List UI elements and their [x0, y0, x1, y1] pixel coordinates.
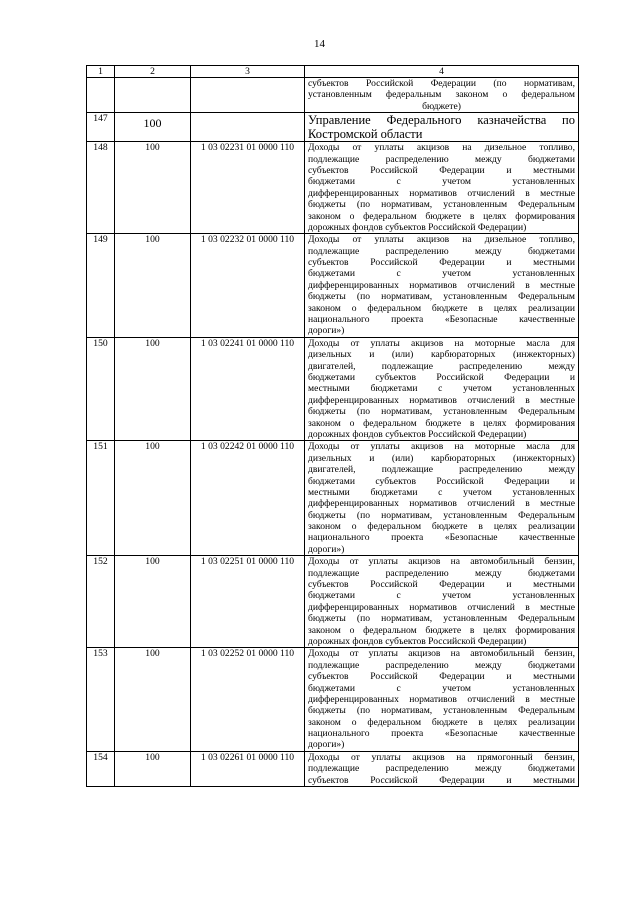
description-line: законом о федеральном бюджете в целях реализации: [308, 716, 575, 728]
description-line: дорожных фондов субъектов Российской Федерации): [308, 635, 527, 647]
revenue-description: [305, 337, 579, 441]
revenue-description: [305, 648, 579, 752]
row-number: 152: [87, 556, 115, 648]
admin-code: 100: [143, 116, 162, 131]
admin-code-cell: [115, 751, 191, 786]
continuation-line: установленным федеральным законом о федеральном: [308, 89, 575, 101]
description-line: национального проекта «Безопасные качественные: [308, 314, 575, 326]
description-line: субъектов Российской Федерации и местными: [308, 671, 575, 683]
continuation-col2-cell: [115, 78, 191, 113]
description-line: бюджеты (по нормативам, установленным Федеральным: [308, 291, 575, 303]
table-row: [87, 648, 579, 752]
description-line: подлежащие распределению между бюджетами: [308, 567, 575, 579]
description-line: подлежащие распределению между бюджетами: [308, 659, 575, 671]
description-line: дорожных фондов субъектов Российской Федерации): [308, 221, 527, 233]
table-row: [87, 751, 579, 786]
admin-code: 100: [145, 648, 160, 660]
admin-code-cell: [115, 556, 191, 648]
description-line: дизельных и (или) карбюраторных (инжекторных): [308, 452, 575, 464]
description-line: Доходы от уплаты акцизов на прямогонный бензин,: [308, 751, 575, 763]
description-line: бюджеты (по нормативам, установленным Федеральным: [308, 509, 575, 521]
column-number-row: [87, 66, 579, 78]
continuation-text-cell: [305, 78, 579, 113]
description-line: дифференцированных нормативов отчислений в местные: [308, 279, 575, 291]
description-line: Доходы от уплаты акцизов на автомобильный бензин,: [308, 648, 575, 660]
admin-code-cell: [115, 113, 191, 142]
admin-code: 100: [145, 751, 160, 763]
revenue-description: [305, 113, 579, 142]
description-line: бюджеты (по нормативам, установленным Федеральным: [308, 613, 575, 625]
revenue-description: [305, 751, 579, 786]
description-line: законом о федеральном бюджете в целях реализации: [308, 521, 575, 533]
description-line: дороги»): [308, 325, 345, 337]
row-number: 147: [87, 113, 115, 142]
continuation-code-cell: [191, 78, 305, 113]
table-row: [87, 556, 579, 648]
revenue-code: 1 03 02252 01 0000 110: [191, 648, 305, 752]
description-line: бюджеты (по нормативам, установленным Федеральным: [308, 406, 575, 418]
row-number: 153: [87, 648, 115, 752]
admin-code-cell: [115, 441, 191, 556]
admin-code: 100: [145, 441, 160, 453]
revenue-code: 1 03 02232 01 0000 110: [191, 234, 305, 338]
admin-code-cell: [115, 648, 191, 752]
description-line: национального проекта «Безопасные качественные: [308, 728, 575, 740]
revenue-code: 1 03 02251 01 0000 110: [191, 556, 305, 648]
row-number: 151: [87, 441, 115, 556]
continuation-num-cell: [87, 78, 115, 113]
row-number: 150: [87, 337, 115, 441]
description-line: законом о федеральном бюджете в целях формирования: [308, 624, 575, 636]
row-number: 148: [87, 142, 115, 234]
description-line: Доходы от уплаты акцизов на моторные масла для: [308, 337, 575, 349]
description-line: двигателей, подлежащие распределению между: [308, 464, 575, 476]
admin-code: 100: [145, 142, 160, 154]
description-line: Доходы от уплаты акцизов на дизельное топливо,: [308, 234, 575, 246]
revenue-table: [86, 65, 579, 787]
description-line: национального проекта «Безопасные качественные: [308, 532, 575, 544]
description-line: дороги»): [308, 543, 345, 555]
description-line: субъектов Российской Федерации и местными: [308, 774, 575, 786]
continuation-row: [87, 78, 579, 113]
description-line: дифференцированных нормативов отчислений в местные: [308, 498, 575, 510]
continuation-line: бюджете): [422, 100, 461, 112]
admin-code-cell: [115, 142, 191, 234]
description-line: бюджеты (по нормативам, установленным Федеральным: [308, 705, 575, 717]
page-number: 14: [314, 38, 325, 50]
column-number-2: 2: [115, 66, 191, 78]
description-line: бюджетами с учетом установленных: [308, 682, 575, 694]
description-line: бюджетами субъектов Российской Федерации и: [308, 475, 575, 487]
description-line: Доходы от уплаты акцизов на моторные масла для: [308, 441, 575, 453]
description-line: законом о федеральном бюджете в целях формирования: [308, 210, 575, 222]
revenue-code: 1 03 02231 01 0000 110: [191, 142, 305, 234]
description-line: Доходы от уплаты акцизов на дизельное топливо,: [308, 142, 575, 154]
admin-code-cell: [115, 234, 191, 338]
description-line: Управление Федерального казначейства по: [308, 113, 575, 128]
description-line: Костромской области: [308, 127, 423, 142]
revenue-description: [305, 142, 579, 234]
description-line: подлежащие распределению между бюджетами: [308, 245, 575, 257]
description-line: субъектов Российской Федерации и местными: [308, 257, 575, 269]
description-line: дифференцированных нормативов отчислений в местные: [308, 394, 575, 406]
table-row: [87, 337, 579, 441]
description-line: двигателей, подлежащие распределению между: [308, 360, 575, 372]
description-line: бюджетами субъектов Российской Федерации и: [308, 371, 575, 383]
description-line: бюджеты (по нормативам, установленным Федеральным: [308, 199, 575, 211]
table-row: [87, 142, 579, 234]
column-number-3: 3: [191, 66, 305, 78]
description-line: дизельных и (или) карбюраторных (инжекторных): [308, 349, 575, 361]
description-line: местными бюджетами с учетом установленных: [308, 383, 575, 395]
table-row: [87, 441, 579, 556]
admin-code-cell: [115, 337, 191, 441]
table-row: [87, 113, 579, 142]
description-line: дорожных фондов субъектов Российской Федерации): [308, 428, 527, 440]
admin-code: 100: [145, 556, 160, 568]
revenue-code: 1 03 02241 01 0000 110: [191, 337, 305, 441]
description-line: субъектов Российской Федерации и местными: [308, 579, 575, 591]
table-row: [87, 234, 579, 338]
description-line: бюджетами с учетом установленных: [308, 176, 575, 188]
admin-code: 100: [145, 234, 160, 246]
description-line: субъектов Российской Федерации и местными: [308, 164, 575, 176]
description-line: дороги»): [308, 739, 345, 751]
revenue-description: [305, 441, 579, 556]
row-number: 154: [87, 751, 115, 786]
column-number-1: 1: [87, 66, 115, 78]
revenue-code: [191, 113, 305, 142]
description-line: законом о федеральном бюджете в целях реализации: [308, 302, 575, 314]
description-line: дифференцированных нормативов отчислений в местные: [308, 187, 575, 199]
description-line: бюджетами с учетом установленных: [308, 590, 575, 602]
revenue-code: 1 03 02261 01 0000 110: [191, 751, 305, 786]
description-line: бюджетами с учетом установленных: [308, 268, 575, 280]
revenue-description: [305, 556, 579, 648]
description-line: Доходы от уплаты акцизов на автомобильный бензин,: [308, 556, 575, 568]
row-number: 149: [87, 234, 115, 338]
column-number-4: 4: [305, 66, 579, 78]
revenue-description: [305, 234, 579, 338]
description-line: законом о федеральном бюджете в целях формирования: [308, 417, 575, 429]
revenue-code: 1 03 02242 01 0000 110: [191, 441, 305, 556]
admin-code: 100: [145, 337, 160, 349]
description-line: подлежащие распределению между бюджетами: [308, 763, 575, 775]
description-line: дифференцированных нормативов отчислений в местные: [308, 601, 575, 613]
description-line: подлежащие распределению между бюджетами: [308, 153, 575, 165]
continuation-line: субъектов Российской Федерации (по нормативам,: [308, 78, 575, 89]
description-line: дифференцированных нормативов отчислений в местные: [308, 693, 575, 705]
description-line: местными бюджетами с учетом установленных: [308, 486, 575, 498]
